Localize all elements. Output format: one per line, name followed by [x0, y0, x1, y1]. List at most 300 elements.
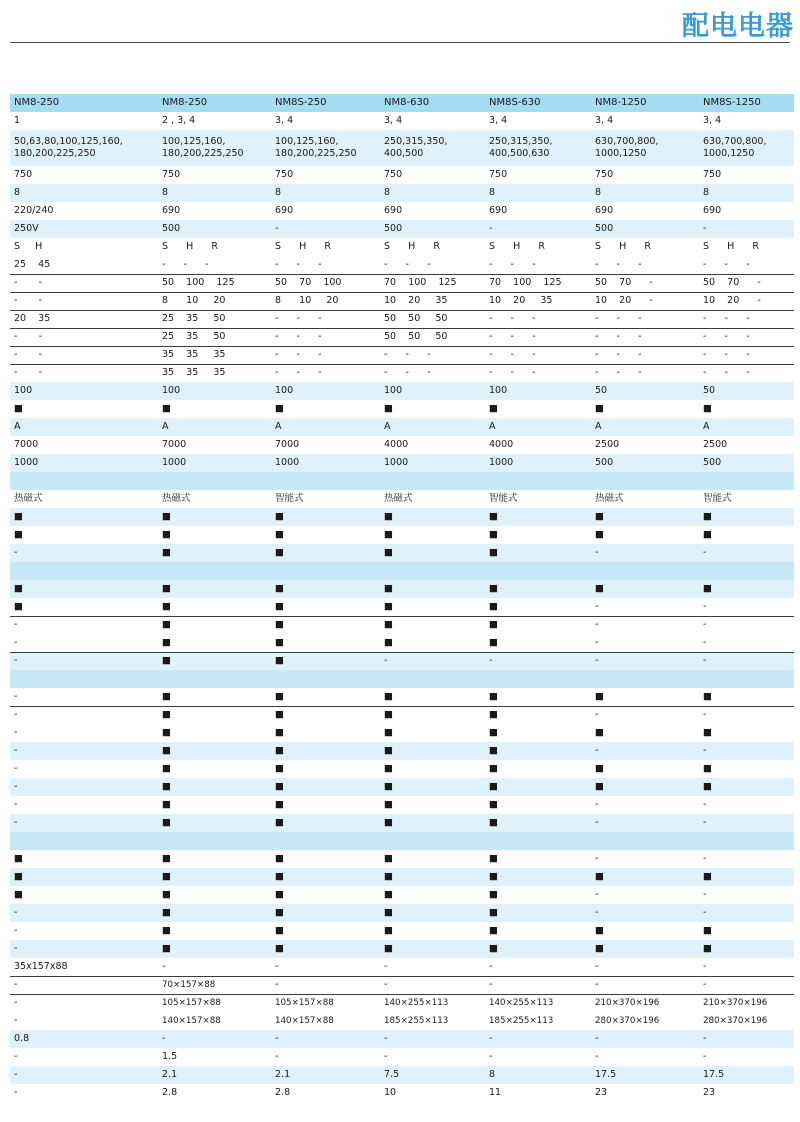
table-cell: -: [271, 976, 380, 994]
table-cell: ■: [485, 688, 591, 706]
table-cell: - - -: [489, 367, 536, 379]
table-cell: 50,63,80,100,125,160, 180,200,225,250: [10, 130, 158, 166]
table-cell: 630,700,800, 1000,1250: [699, 130, 794, 166]
table-cell: ■: [380, 598, 485, 616]
table-cell: S H R: [489, 241, 546, 252]
table-cell: ■: [380, 742, 485, 760]
table-cell: -: [10, 652, 158, 670]
table-cell: -: [380, 1030, 485, 1048]
table-cell: 500: [591, 220, 699, 238]
table-cell: 185×255×113: [489, 1016, 554, 1026]
table-row: [10, 778, 794, 796]
table-cell: -: [10, 778, 158, 796]
table-cell: A: [158, 418, 271, 436]
table-cell: -: [703, 799, 707, 810]
model-header-cell: NM8-630: [380, 94, 485, 112]
table-cell: 750: [703, 169, 722, 180]
table-cell: 185×255×113: [384, 1016, 449, 1026]
table-cell: -: [591, 544, 699, 562]
table-cell: 100: [271, 382, 380, 400]
table-cell: ■: [380, 778, 485, 796]
table-cell: -: [14, 727, 18, 738]
table-cell: 50 70 -: [591, 274, 699, 292]
table-cell: ■: [162, 763, 171, 774]
table-cell: ■: [595, 925, 604, 936]
table-row: [10, 1084, 794, 1102]
table-cell: ■: [485, 904, 591, 922]
table-row: [10, 1048, 794, 1066]
table-cell: ■: [380, 940, 485, 958]
table-cell: [380, 670, 485, 688]
table-cell: [271, 472, 380, 490]
table-row: [10, 958, 794, 976]
table-cell: - - -: [380, 346, 485, 364]
table-cell: ■: [489, 763, 498, 774]
table-cell: 20 35: [10, 310, 158, 328]
table-cell: ■: [699, 580, 794, 598]
table-cell: ■: [275, 853, 284, 864]
table-cell: 8 10 20: [271, 292, 380, 310]
table-cell: - -: [10, 328, 158, 346]
table-cell: ■: [380, 634, 485, 652]
table-row: [10, 292, 794, 310]
table-cell: 8: [10, 184, 158, 202]
table-cell: 1000: [271, 454, 380, 472]
table-cell: ■: [275, 619, 284, 631]
table-cell: -: [10, 940, 158, 958]
table-row: [10, 166, 794, 184]
table-cell: -: [10, 814, 158, 832]
table-cell: ■: [162, 403, 171, 414]
table-row: [10, 544, 794, 562]
table-row: [10, 994, 794, 1012]
table-cell: - - -: [380, 256, 485, 274]
table-cell: 10 20 35: [380, 292, 485, 310]
table-cell: -: [10, 1066, 158, 1084]
table-cell: S H R: [703, 241, 760, 252]
table-row: [10, 364, 794, 382]
table-cell: -: [591, 598, 699, 616]
table-cell: ■: [14, 889, 23, 900]
table-cell: ■: [10, 580, 158, 598]
table-cell: -: [271, 958, 380, 976]
table-cell: - - -: [275, 367, 322, 379]
table-cell: [591, 472, 699, 490]
table-cell: ■: [162, 799, 171, 810]
table-row: [10, 1066, 794, 1084]
spec-table-body: [10, 94, 794, 1102]
table-row: [10, 886, 794, 904]
table-cell: ■: [595, 727, 604, 738]
table-cell: ■: [595, 403, 604, 414]
table-cell: 280×370×196: [595, 1016, 660, 1026]
table-cell: 50 70 -: [699, 274, 794, 292]
table-cell: ■: [384, 925, 393, 936]
table-cell: -: [275, 1051, 279, 1062]
table-cell: ■: [489, 709, 498, 721]
table-cell: - - -: [699, 310, 794, 328]
table-cell: - -: [10, 346, 158, 364]
section-separator-row: [10, 832, 794, 850]
table-cell: 热磁式: [14, 493, 43, 504]
table-cell: ■: [489, 403, 498, 414]
table-cell: -: [158, 958, 271, 976]
table-cell: 热磁式: [595, 493, 624, 504]
table-cell: 2500: [703, 439, 728, 450]
table-cell: 8: [271, 184, 380, 202]
table-cell: -: [595, 619, 599, 631]
table-cell: A: [10, 418, 158, 436]
table-cell: 250V: [10, 220, 158, 238]
table-cell: [485, 472, 591, 490]
table-cell: ■: [384, 403, 393, 414]
table-cell: 140×157×88: [275, 1016, 334, 1026]
table-cell: [591, 670, 699, 688]
header-rule: [10, 42, 790, 43]
table-cell: 8: [591, 184, 699, 202]
table-cell: 690: [384, 205, 403, 216]
table-cell: -: [595, 1051, 599, 1062]
table-cell: ■: [699, 778, 794, 796]
table-cell: [485, 562, 591, 580]
table-row: [10, 220, 794, 238]
table-cell: - - -: [591, 346, 699, 364]
table-cell: 500: [380, 220, 485, 238]
table-cell: - - -: [271, 328, 380, 346]
table-cell: ■: [162, 727, 171, 738]
table-cell: 1.5: [162, 1051, 178, 1062]
table-cell: -: [703, 619, 707, 631]
table-cell: - - -: [271, 310, 380, 328]
table-cell: ■: [703, 529, 712, 540]
table-cell: - - -: [699, 256, 794, 274]
table-cell: 3, 4: [489, 115, 508, 126]
table-cell: ■: [271, 868, 380, 886]
table-cell: ■: [271, 940, 380, 958]
table-cell: 750: [275, 169, 294, 180]
table-cell: 4000: [489, 439, 514, 450]
table-cell: 750: [595, 169, 614, 180]
table-cell: ■: [275, 799, 284, 810]
table-row: [10, 328, 794, 346]
table-cell: 2.1: [271, 1066, 380, 1084]
table-cell: ■: [384, 799, 393, 810]
table-cell: 3, 4: [595, 115, 614, 126]
table-cell: 140×255×113: [384, 998, 449, 1009]
table-cell: 10 20 -: [699, 292, 794, 310]
table-row: [10, 184, 794, 202]
table-cell: -: [699, 1030, 794, 1048]
table-cell: ■: [380, 814, 485, 832]
table-cell: [271, 832, 380, 850]
table-cell: ■: [489, 925, 498, 936]
table-cell: 1000: [10, 454, 158, 472]
table-cell: [380, 832, 485, 850]
product-spec-table: [10, 94, 794, 1102]
table-cell: ■: [275, 727, 284, 738]
table-cell: ■: [271, 778, 380, 796]
table-cell: ■: [595, 763, 604, 774]
table-row: [10, 814, 794, 832]
table-cell: ■: [158, 580, 271, 598]
table-row: [10, 868, 794, 886]
table-cell: ■: [271, 580, 380, 598]
table-cell: -: [271, 1030, 380, 1048]
table-cell: -: [485, 958, 591, 976]
table-cell: - -: [10, 274, 158, 292]
table-cell: 210×370×196: [595, 998, 660, 1009]
table-cell: [485, 670, 591, 688]
table-cell: 70 100 125: [485, 274, 591, 292]
table-row: [10, 922, 794, 940]
table-cell: [699, 562, 794, 580]
model-header-cell: NM8-250: [158, 94, 271, 112]
table-cell: - - -: [271, 256, 380, 274]
table-cell: 50: [699, 382, 794, 400]
table-cell: -: [10, 742, 158, 760]
table-cell: 50: [591, 382, 699, 400]
table-cell: ■: [591, 688, 699, 706]
table-cell: ■: [591, 940, 699, 958]
table-cell: ■: [14, 529, 23, 540]
table-cell: ■: [703, 727, 712, 738]
table-cell: 250,315,350, 400,500,630: [485, 130, 591, 166]
table-cell: [380, 472, 485, 490]
table-row: [10, 706, 794, 724]
model-header-cell: NM8S-250: [271, 94, 380, 112]
table-cell: 热磁式: [384, 493, 413, 504]
table-cell: - - -: [699, 346, 794, 364]
table-cell: ■: [271, 598, 380, 616]
table-cell: 750: [384, 169, 403, 180]
page-brand-title: 配电电器: [682, 11, 794, 42]
table-cell: 7000: [162, 439, 187, 450]
table-cell: 2.1: [158, 1066, 271, 1084]
table-cell: -: [591, 904, 699, 922]
table-cell: -: [699, 598, 794, 616]
table-cell: [699, 670, 794, 688]
table-cell: A: [271, 418, 380, 436]
table-row: [10, 634, 794, 652]
table-cell: -: [699, 904, 794, 922]
table-cell: -: [489, 1051, 493, 1062]
table-cell: ■: [591, 580, 699, 598]
table-cell: -: [10, 688, 158, 706]
table-row: [10, 454, 794, 472]
table-cell: 10: [384, 1087, 397, 1098]
table-cell: ■: [14, 853, 23, 864]
table-cell: -: [703, 889, 707, 900]
table-cell: 750: [162, 169, 181, 180]
table-cell: [699, 472, 794, 490]
table-cell: 220/240: [14, 205, 54, 216]
table-cell: 250,315,350, 400,500: [380, 130, 485, 166]
table-row: [10, 652, 794, 670]
table-cell: S H R: [275, 241, 332, 252]
table-cell: [380, 562, 485, 580]
table-cell: ■: [485, 940, 591, 958]
table-cell: ■: [489, 529, 498, 540]
table-cell: 23: [595, 1087, 608, 1098]
table-cell: 8: [485, 1066, 591, 1084]
table-cell: - -: [10, 292, 158, 310]
table-cell: 3, 4: [384, 115, 403, 126]
table-cell: ■: [162, 889, 171, 900]
table-row: [10, 688, 794, 706]
table-row: [10, 400, 794, 418]
table-cell: -: [595, 889, 599, 900]
table-cell: 500: [591, 454, 699, 472]
table-row: [10, 256, 794, 274]
model-header-cell: NM8S-630: [485, 94, 591, 112]
table-cell: ■: [271, 652, 380, 670]
table-cell: 100: [380, 382, 485, 400]
table-cell: 35 35 35: [158, 346, 271, 364]
table-cell: ■: [158, 904, 271, 922]
table-cell: 100,125,160, 180,200,225,250: [271, 130, 380, 166]
table-cell: ■: [489, 889, 498, 900]
table-cell: ■: [699, 940, 794, 958]
table-cell: 8: [158, 184, 271, 202]
table-cell: -: [591, 1030, 699, 1048]
table-cell: ■: [380, 544, 485, 562]
table-cell: 25 35 50: [158, 328, 271, 346]
table-cell: ■: [384, 709, 393, 721]
table-cell: - - -: [595, 367, 642, 379]
table-cell: [10, 472, 158, 490]
model-header-row: [10, 94, 794, 112]
table-cell: -: [14, 619, 18, 631]
table-cell: 105×157×88: [275, 998, 334, 1009]
table-cell: -: [595, 853, 599, 864]
table-cell: - - -: [158, 256, 271, 274]
table-cell: ■: [158, 814, 271, 832]
table-cell: 100,125,160, 180,200,225,250: [158, 130, 271, 166]
table-row: [10, 904, 794, 922]
table-cell: 280×370×196: [703, 1016, 768, 1026]
table-cell: ■: [384, 853, 393, 864]
section-separator-row: [10, 670, 794, 688]
table-cell: -: [14, 997, 18, 1009]
table-cell: [158, 562, 271, 580]
table-cell: 热磁式: [162, 493, 191, 504]
table-cell: -: [380, 976, 485, 994]
table-cell: -: [591, 652, 699, 670]
table-cell: ■: [271, 742, 380, 760]
table-cell: ■: [703, 403, 712, 414]
table-cell: [485, 832, 591, 850]
table-cell: 3, 4: [275, 115, 294, 126]
table-cell: [10, 562, 158, 580]
table-cell: -: [703, 1051, 707, 1062]
table-cell: ■: [162, 619, 171, 631]
table-cell: ■: [271, 904, 380, 922]
table-cell: ■: [384, 619, 393, 631]
table-cell: -: [485, 220, 591, 238]
table-cell: ■: [485, 544, 591, 562]
table-cell: ■: [158, 544, 271, 562]
table-cell: 690: [162, 205, 181, 216]
table-cell: ■: [489, 853, 498, 864]
table-cell: 2 , 3, 4: [162, 115, 196, 126]
table-cell: -: [14, 709, 18, 721]
table-cell: -: [699, 634, 794, 652]
table-cell: -: [14, 1015, 18, 1026]
table-cell: ■: [158, 508, 271, 526]
table-cell: -: [485, 1030, 591, 1048]
table-cell: 8 10 20: [158, 292, 271, 310]
table-cell: 25 35 50: [158, 310, 271, 328]
table-cell: -: [591, 976, 699, 994]
table-cell: ■: [384, 889, 393, 900]
table-cell: -: [380, 652, 485, 670]
table-cell: 2.8: [275, 1087, 291, 1098]
table-cell: [158, 472, 271, 490]
table-cell: 2.8: [162, 1087, 178, 1098]
table-row: [10, 130, 794, 166]
table-cell: 690: [275, 205, 294, 216]
table-cell: ■: [158, 634, 271, 652]
table-cell: - - -: [699, 328, 794, 346]
table-cell: 7.5: [380, 1066, 485, 1084]
table-cell: -: [591, 742, 699, 760]
table-cell: ■: [275, 403, 284, 414]
table-row: [10, 796, 794, 814]
table-cell: 50 50 50: [380, 328, 485, 346]
table-cell: ■: [485, 814, 591, 832]
table-row: [10, 346, 794, 364]
table-cell: A: [699, 418, 794, 436]
table-row: [10, 976, 794, 994]
table-cell: ■: [158, 778, 271, 796]
table-cell: -: [591, 958, 699, 976]
table-row: [10, 1012, 794, 1030]
table-cell: -: [699, 958, 794, 976]
table-cell: -: [595, 709, 599, 721]
table-cell: 8: [485, 184, 591, 202]
table-cell: 500: [699, 454, 794, 472]
table-cell: 7000: [14, 439, 39, 450]
table-cell: ■: [158, 940, 271, 958]
table-row: [10, 274, 794, 292]
table-cell: [271, 562, 380, 580]
table-cell: 1000: [158, 454, 271, 472]
table-cell: ■: [699, 688, 794, 706]
table-cell: ■: [485, 598, 591, 616]
table-cell: 50 50 50: [380, 310, 485, 328]
table-row: [10, 436, 794, 454]
table-cell: 690: [489, 205, 508, 216]
table-cell: -: [699, 814, 794, 832]
table-cell: S H R: [384, 241, 441, 252]
table-cell: ■: [158, 652, 271, 670]
table-cell: 50 70 100: [271, 274, 380, 292]
table-cell: ■: [489, 799, 498, 810]
table-cell: 105×157×88: [162, 998, 221, 1009]
table-cell: ■: [162, 925, 171, 936]
table-cell: 4000: [384, 439, 409, 450]
table-cell: ■: [158, 598, 271, 616]
table-cell: ■: [703, 925, 712, 936]
table-cell: ■: [485, 580, 591, 598]
table-cell: ■: [489, 727, 498, 738]
table-cell: - - -: [591, 256, 699, 274]
table-cell: ■: [14, 403, 23, 414]
table-cell: - - -: [485, 256, 591, 274]
table-cell: ■: [699, 868, 794, 886]
table-cell: -: [380, 958, 485, 976]
table-cell: - - -: [591, 328, 699, 346]
